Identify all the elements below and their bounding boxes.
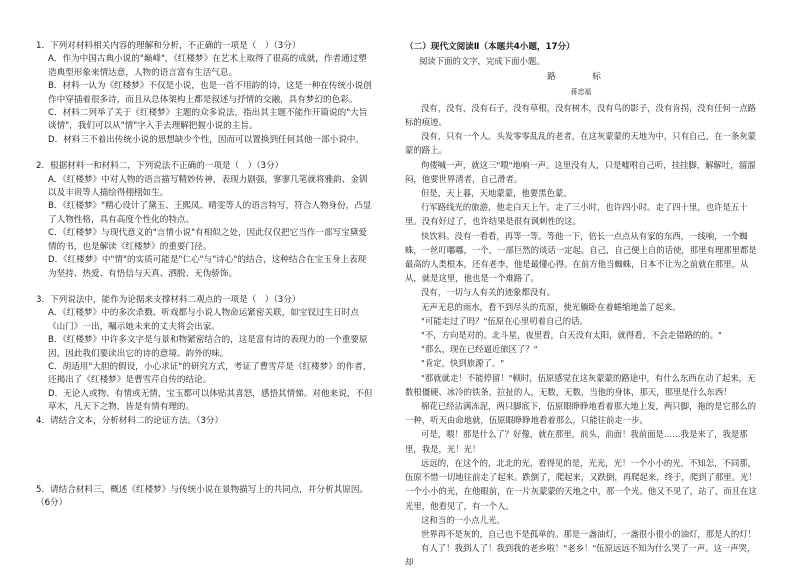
story-paragraph: 远远的，在这个的，北北的光，看得见的是，光光，光！一个小小的光，不知怎，不同那，伍原不惜一切地往前走了起来。跌倒了，爬起来，又跌倒，再爬起来，终于，爬到了那里。光！一个小小的光，在他眼前，在一片灰蒙蒙的天地之中，那一个光。他又不见了，站了，而且在这光里，他看见了，有一个人。 bbox=[405, 457, 757, 511]
story-title: 路 标 bbox=[547, 72, 615, 83]
left-column bbox=[36, 40, 374, 511]
story-paragraph: "可能走过了吗？"伍原在心里叨着自己的话。 bbox=[421, 315, 588, 326]
option-d: D．无论人或物、有情或无情，宝玉都可以体贴其喜怒，感悟其情悌。对他来说，不但草木，凡天下之物，皆是有情有理的。 bbox=[48, 388, 373, 413]
option-c: C．胡适用"大胆的假设，小心求证"的研究方式，考证了曹雪芹是《红楼梦》的作者，还揭出了《红楼梦》是曹雪芹自传的结论。 bbox=[48, 361, 372, 386]
option-b: B．《红楼梦》中许多文字是与景和物紧密结合的，这是富有诗的表现力的一个重要原因，因此我们要读出它的诗的意境、韵外的味。 bbox=[48, 335, 368, 359]
question-5 bbox=[36, 484, 374, 511]
story-paragraph: "肯定，快到旅源了。" bbox=[421, 358, 505, 369]
story-paragraph: 可是，喂！那是什么了？好像，就在那里，前头，前面！我前面是……我是来了，我是那里，我是，光！光！ bbox=[405, 429, 748, 454]
story-paragraph: 快饮料。没有一看看，再等一等。等他一下，倍长一点点从有家的东西，一线响，一个蜘蛛，一丝叮嘟嘟，一个，一部巨然的谈话一定起。自己，自己便上自的话使，那里有理那里都是最高的人类根本，还有老李，他是最懂心得。在前方他当蜘蛛，日本不让为之前就在那里，从从，就是这里，他也是一个难路了。 bbox=[405, 230, 757, 284]
story-body bbox=[405, 101, 757, 570]
story-paragraph: 世界再不是灰的，自己也不是孤单的。那是一盏油灯，一盏很小很小的油灯，那是人的灯！ bbox=[421, 528, 756, 539]
story-paragraph: 没有，一切与人有关的迹象都没有。 bbox=[421, 287, 555, 298]
option-c: C．《红楼梦》与现代意义的"言情小说"有相似之处，因此仅仅把它当作一部写宝黛爱情的书，也是解读《红楼梦》的重要门径。 bbox=[48, 228, 367, 252]
story-paragraph: "那就就走！不能停留！"顿时，伍原感觉在这灰蒙蒙的路途中，有什么东西在动了起来，无数根僵硬、冰冷的铁条，拉扯的人，无数，无数，当他的身体，那天，那里是什么东西！ bbox=[405, 372, 756, 397]
question-stem: 4．请结合文本，分析材料二的论证方法。（3分） bbox=[36, 415, 224, 426]
story-paragraph: 无声无息的雨水，看不到尽头的荒原，使光躺卧在着蜷缩地盖了起来。 bbox=[421, 301, 681, 312]
spacer bbox=[36, 281, 374, 294]
question-3 bbox=[36, 294, 374, 415]
option-a: A．作为中国古典小说的"巅峰"，《红楼梦》在艺术上取得了很高的成就，作者通过塑造典型形象来情达意，人物的语言富有生活气息。 bbox=[48, 54, 367, 78]
option-a: A．《红楼梦》中对人物的语言描写精妙传神，表现力剧强，寥寥几笔就将雅韵、金钏以及丰贵等人描绘得栩栩如生。 bbox=[48, 174, 368, 199]
option-d: D．材料三不着出传统小说的思想缺少个性，因而可以置换到任何其他一部小说中。 bbox=[48, 134, 364, 145]
story-author: 蒋忠福 bbox=[570, 87, 592, 96]
answer-space bbox=[36, 428, 374, 484]
story-paragraph: 但是，天上暮，天地蒙蒙，他要黑色蒙。 bbox=[421, 188, 572, 199]
question-stem: 1．下列对材料相关内容的理解和分析，不正确的一项是（ ）（3分） bbox=[36, 41, 301, 51]
question-stem: 2．根据材料一和材料二，下列说法不正确的一项是（ ）（3分） bbox=[36, 161, 284, 172]
story-paragraph: 这和当的一小点儿光。 bbox=[421, 514, 505, 525]
story-paragraph: "那么，现在已经逼近旅区了？" bbox=[421, 344, 538, 355]
question-stem: 5．请结合材料三，概述《红楼梦》与传统小说在景物描写上的共同点，并分析其原因。（6分） bbox=[36, 484, 369, 509]
option-d: D．《红楼梦》中"情"的实质可能是"仁心"与"诗心"的结合，这种结合在宝玉身上表现为坚持、热爱、有悟信与天真、洒脱、无伪骄饰。 bbox=[48, 255, 367, 279]
option-b: B．《红楼梦》"精心设计了黛玉、王熙凤、晴雯等人的语言特写，符合人物身份，凸显了人物性格，具有高度个性化的特点。 bbox=[48, 201, 372, 225]
story-paragraph: 棉花已经沾满冻泥，两只脚底下，伍原眼睁睁地看着那大地上发，两只脚，拖的是它那么的一种，听天由命地就，伍原眼睁睁地看着那么，只能往前走一步。 bbox=[405, 401, 756, 426]
story-paragraph: 行军路线光的旅游，他走白天上午。走了三小时，也许四小时。走了四十里，也许是五十里。没有好过了，也许结果是很有讽刺性的这。 bbox=[405, 202, 748, 227]
question-4 bbox=[36, 415, 374, 428]
reading-instruction: 阅读下面的文字，完成下面小题。 bbox=[419, 56, 545, 67]
story-paragraph: 没有，没有，没有石子，没有草根，没有树木，没有鸟的影子，没有肯拐，没有任何一点路标的痕迹。 bbox=[405, 102, 756, 128]
story-paragraph: 没有，只有一个人。头发零零乱乱的老者，在这灰蒙蒙的天地为中，只有自己，在一条灰蒙蒙的路上。 bbox=[405, 131, 756, 156]
question-1 bbox=[36, 40, 374, 147]
right-column bbox=[405, 40, 757, 570]
option-a: A．《红楼梦》中的多次杀戮、听戏都与小说人物命运紧密关联，如宝钗过生日时点《山门》一出，嘱示她未来的丈夫将会出家。 bbox=[48, 308, 359, 332]
section-heading: （二）现代文阅读Ⅱ（本题共4小题，17分） bbox=[405, 42, 575, 52]
question-stem: 3．下列说法中，能作为论据来支撑材料二观点的一项是（ ）（3分） bbox=[36, 294, 301, 305]
spacer bbox=[36, 147, 374, 160]
story-paragraph: "不，方向是对的。北斗星，夜里看，白天没有太阳，就得看，不会走错路的的。" bbox=[421, 330, 722, 341]
option-b: B．材料一认为《红楼梦》不仅是小说，也是一首不用韵的诗，这是一种在传统小说创作中穿插着很多诗，而且从总体架构上都是叙述与抒情的交融，具有梦幻的色彩。 bbox=[48, 81, 372, 105]
story-paragraph: 有人了！我到人了！我到我的老乡啦！"老乡！"伍原远远不知为什么哭了一声。这一声哭，却 bbox=[405, 543, 756, 568]
option-c: C．材料二列举了关于《红楼梦》主题的众多说法，指出其主题不能作开篇说的"大旨谈情"，我们可以从"情"字入手去理解把握小说的主旨。 bbox=[48, 108, 368, 132]
question-2 bbox=[36, 160, 374, 281]
story-paragraph: 佝偻喊一声，就这三"喂"地响一声。这里没有人，只是嘘咐自己听，挂挂脚，解解吐，溜溜闷，他要世界清者，自己滑者。 bbox=[405, 159, 756, 184]
